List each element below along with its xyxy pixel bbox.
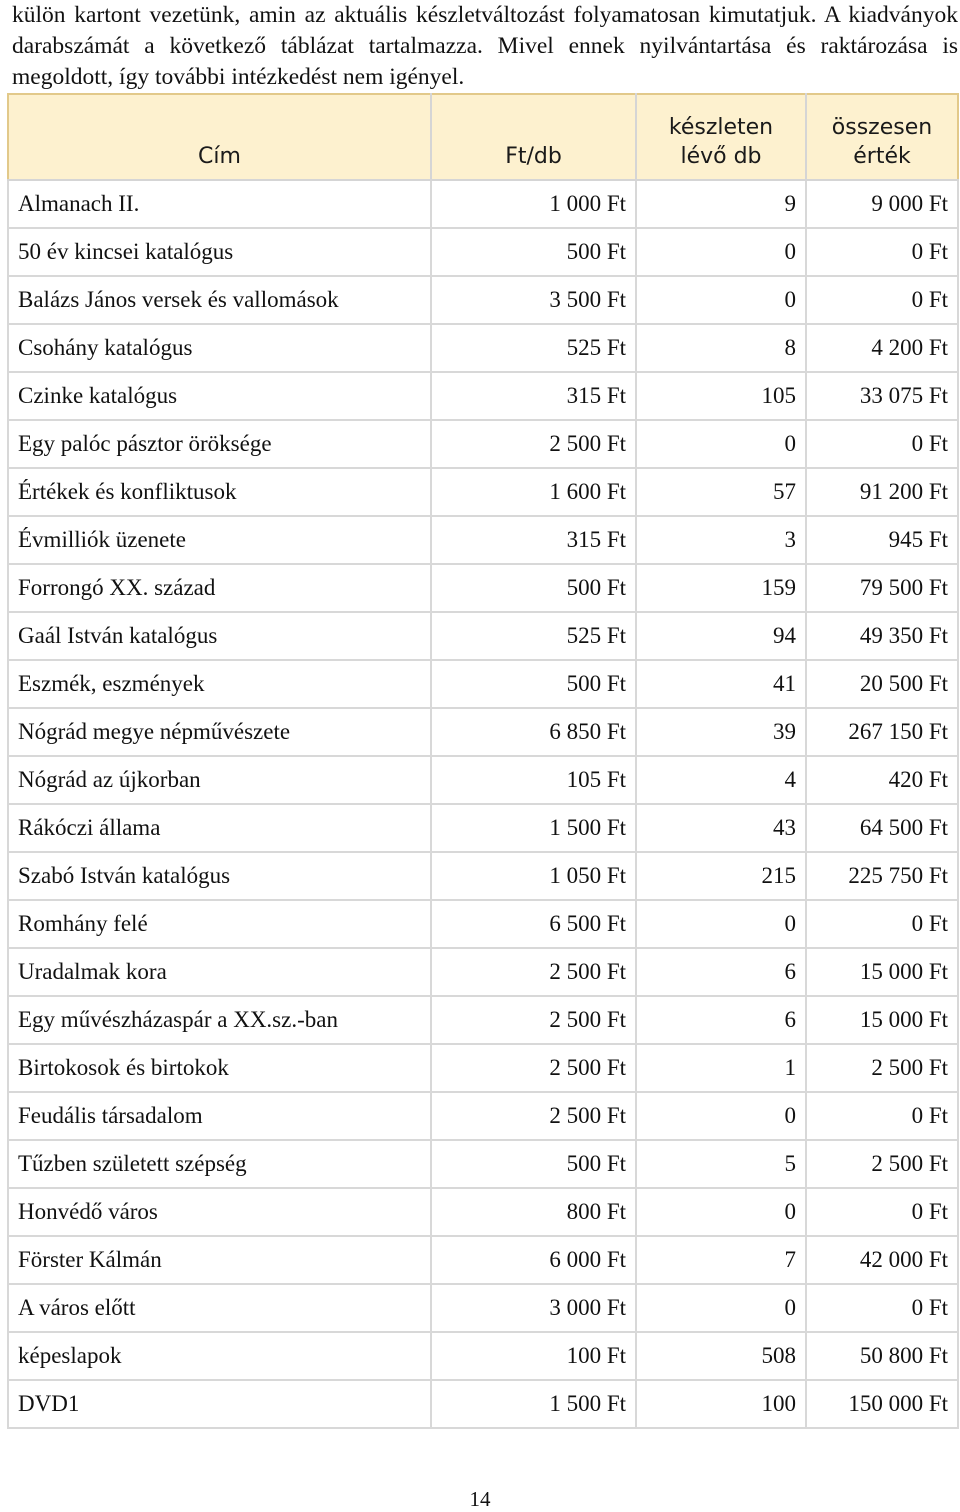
cell-title: Forrongó XX. század: [8, 564, 431, 612]
cell-price: 800 Ft: [431, 1188, 636, 1236]
table-row: [8, 1188, 958, 1236]
cell-total: 64 500 Ft: [806, 804, 958, 852]
cell-quantity: 57: [636, 468, 806, 516]
cell-title: Honvédő város: [8, 1188, 431, 1236]
cell-price: 2 500 Ft: [431, 420, 636, 468]
table-row: [8, 372, 958, 420]
cell-total: 150 000 Ft: [806, 1380, 958, 1428]
header-total: összesen érték: [806, 94, 958, 180]
cell-price: 1 600 Ft: [431, 468, 636, 516]
cell-quantity: 43: [636, 804, 806, 852]
cell-total: 0 Ft: [806, 420, 958, 468]
header-price: Ft/db: [431, 94, 636, 180]
cell-total: 420 Ft: [806, 756, 958, 804]
table-row: [8, 708, 958, 756]
cell-price: 500 Ft: [431, 228, 636, 276]
cell-total: 20 500 Ft: [806, 660, 958, 708]
cell-quantity: 0: [636, 276, 806, 324]
cell-title: Tűzben született szépség: [8, 1140, 431, 1188]
cell-price: 500 Ft: [431, 564, 636, 612]
cell-price: 525 Ft: [431, 324, 636, 372]
cell-title: Évmilliók üzenete: [8, 516, 431, 564]
table-row: [8, 900, 958, 948]
cell-price: 2 500 Ft: [431, 996, 636, 1044]
header-title: Cím: [8, 94, 431, 180]
cell-title: Eszmék, eszmények: [8, 660, 431, 708]
table-row: [8, 996, 958, 1044]
cell-quantity: 100: [636, 1380, 806, 1428]
cell-price: 1 000 Ft: [431, 180, 636, 228]
cell-title: 50 év kincsei katalógus: [8, 228, 431, 276]
cell-title: Rákóczi állama: [8, 804, 431, 852]
cell-total: 9 000 Ft: [806, 180, 958, 228]
cell-quantity: 7: [636, 1236, 806, 1284]
table-row: [8, 1092, 958, 1140]
cell-title: Nógrád megye népművészete: [8, 708, 431, 756]
cell-quantity: 41: [636, 660, 806, 708]
cell-price: 105 Ft: [431, 756, 636, 804]
table-row: [8, 564, 958, 612]
cell-total: 0 Ft: [806, 276, 958, 324]
cell-quantity: 215: [636, 852, 806, 900]
cell-title: Almanach II.: [8, 180, 431, 228]
cell-quantity: 0: [636, 228, 806, 276]
table-row: [8, 756, 958, 804]
cell-total: 2 500 Ft: [806, 1044, 958, 1092]
cell-price: 1 050 Ft: [431, 852, 636, 900]
cell-quantity: 0: [636, 420, 806, 468]
cell-price: 500 Ft: [431, 660, 636, 708]
cell-quantity: 0: [636, 900, 806, 948]
cell-total: 4 200 Ft: [806, 324, 958, 372]
table-row: [8, 516, 958, 564]
table-row: [8, 1236, 958, 1284]
cell-price: 6 500 Ft: [431, 900, 636, 948]
cell-price: 3 500 Ft: [431, 276, 636, 324]
cell-quantity: 6: [636, 996, 806, 1044]
inventory-table: [7, 93, 959, 1429]
table-row: [8, 612, 958, 660]
cell-total: 0 Ft: [806, 228, 958, 276]
cell-total: 945 Ft: [806, 516, 958, 564]
cell-quantity: 159: [636, 564, 806, 612]
cell-price: 3 000 Ft: [431, 1284, 636, 1332]
cell-price: 1 500 Ft: [431, 1380, 636, 1428]
cell-total: 0 Ft: [806, 900, 958, 948]
table-row: [8, 1332, 958, 1380]
table-row: [8, 804, 958, 852]
cell-quantity: 94: [636, 612, 806, 660]
cell-price: 6 000 Ft: [431, 1236, 636, 1284]
cell-quantity: 0: [636, 1188, 806, 1236]
cell-price: 2 500 Ft: [431, 1092, 636, 1140]
cell-total: 91 200 Ft: [806, 468, 958, 516]
cell-title: Gaál István katalógus: [8, 612, 431, 660]
table-row: [8, 228, 958, 276]
header-stock: készleten lévő db: [636, 94, 806, 180]
cell-title: Egy művészházaspár a XX.sz.-ban: [8, 996, 431, 1044]
cell-title: Romhány felé: [8, 900, 431, 948]
cell-title: képeslapok: [8, 1332, 431, 1380]
cell-quantity: 0: [636, 1284, 806, 1332]
cell-title: DVD1: [8, 1380, 431, 1428]
cell-title: A város előtt: [8, 1284, 431, 1332]
cell-title: Nógrád az újkorban: [8, 756, 431, 804]
table-row: [8, 948, 958, 996]
cell-total: 0 Ft: [806, 1092, 958, 1140]
cell-title: Czinke katalógus: [8, 372, 431, 420]
table-row: [8, 1044, 958, 1092]
cell-total: 267 150 Ft: [806, 708, 958, 756]
cell-total: 2 500 Ft: [806, 1140, 958, 1188]
cell-price: 2 500 Ft: [431, 1044, 636, 1092]
cell-title: Csohány katalógus: [8, 324, 431, 372]
cell-title: Uradalmak kora: [8, 948, 431, 996]
cell-quantity: 3: [636, 516, 806, 564]
cell-price: 1 500 Ft: [431, 804, 636, 852]
cell-total: 33 075 Ft: [806, 372, 958, 420]
cell-price: 315 Ft: [431, 516, 636, 564]
table-header-row: [8, 94, 958, 180]
cell-total: 15 000 Ft: [806, 948, 958, 996]
cell-quantity: 508: [636, 1332, 806, 1380]
table-row: [8, 852, 958, 900]
intro-text: külön kartont vezetünk, amin az aktuális készletváltozást folyamatosan kimutatjuk. A kiadványok darabszámát a következő táblázat tartalmazza. Mivel ennek nyilvántartása és raktározása is megoldott, így további intézkedést nem igényel.: [12, 2, 958, 90]
cell-quantity: 6: [636, 948, 806, 996]
table-row: [8, 1284, 958, 1332]
cell-total: 0 Ft: [806, 1188, 958, 1236]
table-row: [8, 468, 958, 516]
cell-price: 2 500 Ft: [431, 948, 636, 996]
cell-title: Egy palóc pásztor öröksége: [8, 420, 431, 468]
cell-quantity: 0: [636, 1092, 806, 1140]
cell-total: 225 750 Ft: [806, 852, 958, 900]
cell-total: 50 800 Ft: [806, 1332, 958, 1380]
intro-paragraph: [12, 0, 958, 93]
cell-title: Balázs János versek és vallomások: [8, 276, 431, 324]
cell-total: 42 000 Ft: [806, 1236, 958, 1284]
cell-title: Szabó István katalógus: [8, 852, 431, 900]
cell-title: Feudális társadalom: [8, 1092, 431, 1140]
table-row: [8, 276, 958, 324]
cell-quantity: 4: [636, 756, 806, 804]
table-row: [8, 180, 958, 228]
table-row: [8, 1140, 958, 1188]
cell-quantity: 105: [636, 372, 806, 420]
cell-quantity: 39: [636, 708, 806, 756]
cell-price: 315 Ft: [431, 372, 636, 420]
cell-price: 100 Ft: [431, 1332, 636, 1380]
table-row: [8, 1380, 958, 1428]
cell-quantity: 8: [636, 324, 806, 372]
cell-title: Értékek és konfliktusok: [8, 468, 431, 516]
cell-total: 49 350 Ft: [806, 612, 958, 660]
cell-total: 15 000 Ft: [806, 996, 958, 1044]
cell-quantity: 9: [636, 180, 806, 228]
cell-price: 525 Ft: [431, 612, 636, 660]
table-row: [8, 324, 958, 372]
page-number: 14: [469, 1487, 491, 1511]
table-body: [8, 180, 958, 1428]
cell-title: Birtokosok és birtokok: [8, 1044, 431, 1092]
cell-total: 0 Ft: [806, 1284, 958, 1332]
cell-price: 6 850 Ft: [431, 708, 636, 756]
cell-total: 79 500 Ft: [806, 564, 958, 612]
cell-price: 500 Ft: [431, 1140, 636, 1188]
cell-quantity: 1: [636, 1044, 806, 1092]
cell-title: Förster Kálmán: [8, 1236, 431, 1284]
cell-quantity: 5: [636, 1140, 806, 1188]
table-row: [8, 660, 958, 708]
table-row: [8, 420, 958, 468]
